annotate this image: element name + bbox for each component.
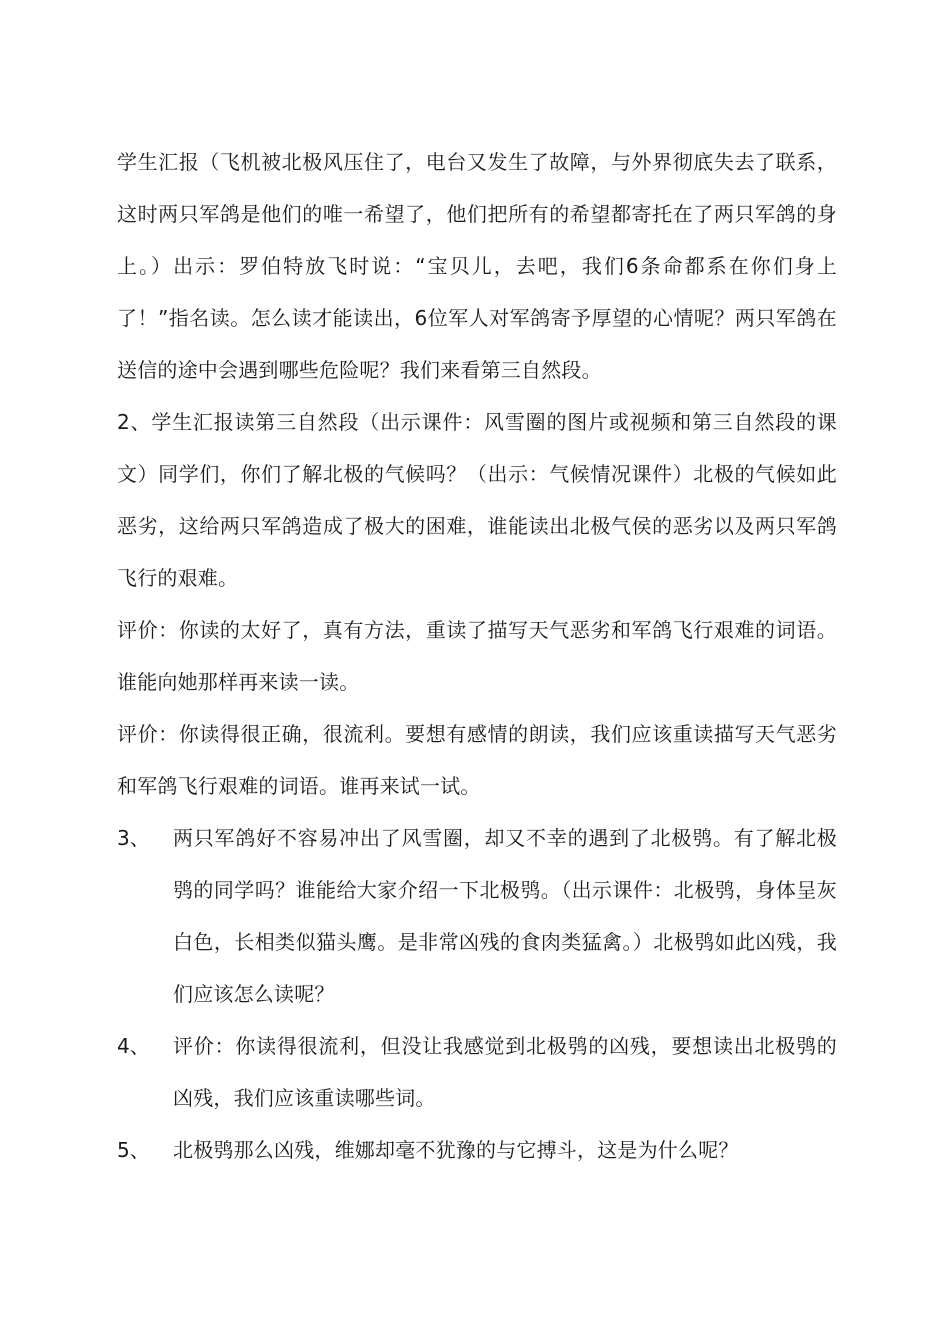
list-item-number: 5、 xyxy=(117,1138,150,1162)
list-item-text: 北极鸮那么凶残，维娜却毫不犹豫的与它搏斗，这是为什么呢？ xyxy=(173,1138,739,1162)
document-body xyxy=(117,136,837,1176)
list-item-text: 评价：你读得很流利，但没让我感觉到北极鸮的凶残，要想读出北极鸮的凶残，我们应该重读哪些词。 xyxy=(173,1034,837,1110)
paragraph-evaluation-2: 评价：你读得很正确，很流利。要想有感情的朗读，我们应该重读描写天气恶劣和军鸽飞行艰难的词语。谁再来试一试。 xyxy=(117,722,837,798)
list-item-4 xyxy=(117,1020,837,1124)
paragraph-evaluation-1: 评价：你读的太好了，真有方法，重读了描写天气恶劣和军鸽飞行艰难的词语。谁能向她那样再来读一读。 xyxy=(117,618,837,694)
list-item-5 xyxy=(117,1124,837,1176)
list-item-number: 3、 xyxy=(117,826,150,850)
list-item-3 xyxy=(117,812,837,1020)
list-item-text: 两只军鸽好不容易冲出了风雪圈，却又不幸的遇到了北极鸮。有了解北极鸮的同学吗？谁能给大家介绍一下北极鸮。（出示课件：北极鸮，身体呈灰白色，长相类似猫头鹰。是非常凶残的食肉类猛禽。）北极鸮如此凶残，我们应该怎么读呢？ xyxy=(173,826,837,1006)
paragraph-student-report: 学生汇报（飞机被北极风压住了，电台又发生了故障，与外界彻底失去了联系，这时两只军鸽是他们的唯一希望了，他们把所有的希望都寄托在了两只军鸽的身上。）出示：罗伯特放飞时说：“宝贝儿，去吧，我们6条命都系在你们身上了！”指名读。怎么读才能读出，6位军人对军鸽寄予厚望的心情呢？两只军鸽在送信的途中会遇到哪些危险呢？我们来看第三自然段。 xyxy=(117,150,837,382)
paragraph-step-2: 2、学生汇报读第三自然段（出示课件：风雪圈的图片或视频和第三自然段的课文）同学们，你们了解北极的气候吗？（出示：气候情况课件）北极的气候如此恶劣，这给两只军鸽造成了极大的困难，谁能读出北极气侯的恶劣以及两只军鸽飞行的艰难。 xyxy=(117,410,837,590)
list-item-number: 4、 xyxy=(117,1034,150,1058)
